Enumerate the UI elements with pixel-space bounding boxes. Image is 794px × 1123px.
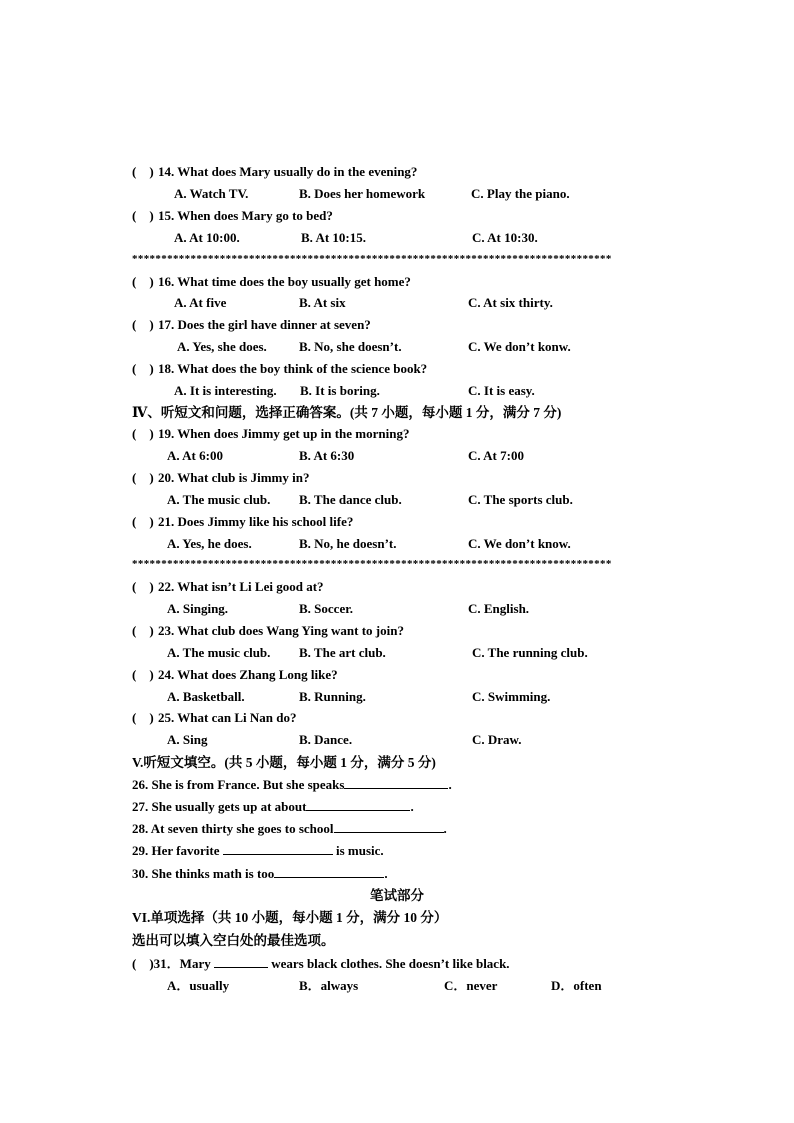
- option-b[interactable]: B. At 10:15.: [301, 230, 366, 245]
- option-b[interactable]: B. The art club.: [299, 645, 386, 660]
- answer-paren[interactable]: ( ): [132, 623, 154, 638]
- option-b[interactable]: B. Dance.: [299, 732, 353, 747]
- question-17: [132, 317, 371, 333]
- answer-paren[interactable]: ( ): [132, 274, 154, 289]
- question-21: [132, 514, 353, 530]
- question-text: 15. When does Mary go to bed?: [158, 208, 333, 223]
- option-b[interactable]: B. It is boring.: [300, 383, 380, 398]
- option-b[interactable]: B. At six: [299, 295, 346, 310]
- question-15: [132, 208, 333, 224]
- option-a[interactable]: A. Yes, she does.: [177, 339, 267, 354]
- option-a[interactable]: A. The music club.: [167, 645, 271, 660]
- question-text: 23. What club does Wang Ying want to join?: [158, 623, 404, 638]
- option-a[interactable]: A. Watch TV.: [174, 186, 249, 201]
- option-a[interactable]: A. Sing: [167, 732, 208, 747]
- fill-30: 30. She thinks math is too .: [132, 866, 388, 881]
- option-c[interactable]: C. English.: [468, 601, 530, 616]
- written-part-title: 笔试部分: [370, 888, 424, 903]
- fill-26: 26. She is from France. But she speaks .: [132, 777, 452, 792]
- blank-input[interactable]: [214, 955, 268, 968]
- answer-paren[interactable]: ( ): [132, 317, 154, 332]
- option-c[interactable]: C. The running club.: [472, 645, 588, 660]
- option-b[interactable]: B. No, she doesn’t.: [299, 339, 402, 354]
- option-c[interactable]: C. At 10:30.: [472, 230, 538, 245]
- question-16: [132, 274, 411, 290]
- option-a[interactable]: A. At 10:00.: [174, 230, 240, 245]
- option-d[interactable]: D．often: [551, 978, 602, 993]
- option-a[interactable]: A. Singing.: [167, 601, 229, 616]
- question-text: 25. What can Li Nan do?: [158, 710, 297, 725]
- blank-input[interactable]: [223, 842, 333, 855]
- option-c[interactable]: C. We don’t konw.: [468, 339, 571, 354]
- option-b[interactable]: B. At 6:30: [299, 448, 355, 463]
- question-18: [132, 361, 427, 377]
- option-b[interactable]: B. Running.: [299, 689, 366, 704]
- option-b[interactable]: B．always: [299, 978, 359, 993]
- blank-input[interactable]: [334, 820, 444, 833]
- question-text: 21. Does Jimmy like his school life?: [158, 514, 354, 529]
- question-25: [132, 710, 296, 726]
- answer-paren[interactable]: ( ): [132, 667, 154, 682]
- blank-input[interactable]: [344, 776, 448, 789]
- section-vi-heading: VI.单项选择（共 10 小题，每小题 1 分，满分 10 分）: [132, 910, 448, 925]
- question-20: [132, 470, 309, 486]
- fill-29: 29. Her favorite is music.: [132, 843, 384, 858]
- option-a[interactable]: A. It is interesting.: [174, 383, 277, 398]
- option-c[interactable]: C. It is easy.: [468, 383, 535, 398]
- section-iv-heading: Ⅳ、听短文和问题，选择正确答案。(共 7 小题，每小题 1 分，满分 7 分): [132, 405, 562, 420]
- option-a[interactable]: A. The music club.: [167, 492, 271, 507]
- question-22: [132, 579, 324, 595]
- answer-paren[interactable]: ( ): [132, 361, 154, 376]
- answer-paren[interactable]: ( ): [132, 470, 154, 485]
- option-b[interactable]: B. The dance club.: [299, 492, 402, 507]
- option-b[interactable]: B. Soccer.: [299, 601, 354, 616]
- question-31: ( )31．Mary wears black clothes. She doesn’t like black.: [132, 956, 510, 971]
- option-a[interactable]: A．usually: [167, 978, 230, 993]
- option-c[interactable]: C. The sports club.: [468, 492, 573, 507]
- question-text: 22. What isn’t Li Lei good at?: [158, 579, 324, 594]
- option-a[interactable]: A. Yes, he does.: [167, 536, 252, 551]
- option-b[interactable]: B. No, he doesn’t.: [299, 536, 397, 551]
- section-vi-instruction: 选出可以填入空白处的最佳选项。: [132, 933, 335, 948]
- question-text: 19. When does Jimmy get up in the morning?: [158, 426, 410, 441]
- option-c[interactable]: C. Draw.: [472, 732, 522, 747]
- answer-paren[interactable]: ( ): [132, 208, 154, 223]
- option-c[interactable]: C. Play the piano.: [471, 186, 570, 201]
- option-b[interactable]: B. Does her homework: [299, 186, 426, 201]
- blank-input[interactable]: [274, 865, 384, 878]
- option-c[interactable]: C．never: [444, 978, 498, 993]
- star-divider: **********************************************************************************: [132, 253, 612, 265]
- question-24: [132, 667, 338, 683]
- answer-paren[interactable]: ( ): [132, 426, 154, 441]
- answer-paren[interactable]: ( ): [132, 956, 154, 971]
- option-c[interactable]: C. Swimming.: [472, 689, 551, 704]
- fill-27: 27. She usually gets up at about .: [132, 799, 414, 814]
- question-19: [132, 426, 409, 442]
- star-divider: **********************************************************************************: [132, 558, 612, 570]
- question-text: 14. What does Mary usually do in the evening?: [158, 164, 418, 179]
- option-a[interactable]: A. Basketball.: [167, 689, 245, 704]
- answer-paren[interactable]: ( ): [132, 579, 154, 594]
- answer-paren[interactable]: ( ): [132, 514, 154, 529]
- question-text: 16. What time does the boy usually get home?: [158, 274, 411, 289]
- question-text: 20. What club is Jimmy in?: [158, 470, 310, 485]
- option-c[interactable]: C. At six thirty.: [468, 295, 553, 310]
- question-text: 24. What does Zhang Long like?: [158, 667, 338, 682]
- answer-paren[interactable]: ( ): [132, 710, 154, 725]
- option-a[interactable]: A. At 6:00: [167, 448, 223, 463]
- question-text: 17. Does the girl have dinner at seven?: [158, 317, 371, 332]
- question-14: [132, 164, 417, 180]
- blank-input[interactable]: [306, 798, 410, 811]
- section-v-heading: V.听短文填空。(共 5 小题，每小题 1 分，满分 5 分): [132, 755, 436, 770]
- option-c[interactable]: C. We don’t know.: [468, 536, 571, 551]
- question-text: 18. What does the boy think of the science book?: [158, 361, 428, 376]
- answer-paren[interactable]: ( ): [132, 164, 154, 179]
- fill-28: 28. At seven thirty she goes to school .: [132, 821, 447, 836]
- question-23: [132, 623, 404, 639]
- option-a[interactable]: A. At five: [174, 295, 227, 310]
- option-c[interactable]: C. At 7:00: [468, 448, 524, 463]
